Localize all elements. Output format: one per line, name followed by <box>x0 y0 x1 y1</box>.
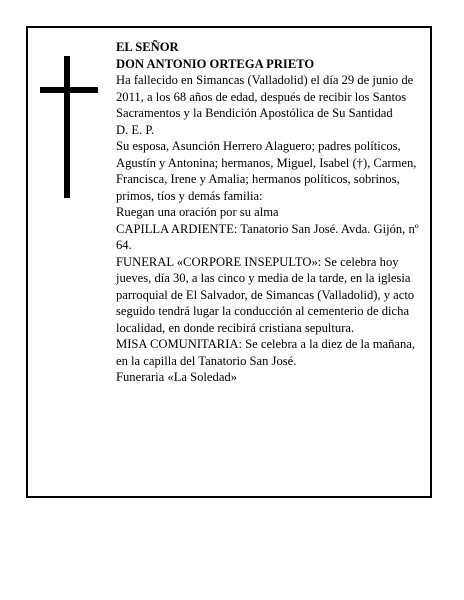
prayer-line: Ruegan una oración por su alma <box>116 205 279 219</box>
passing-paragraph: Ha fallecido en Simancas (Valladolid) el día 29 de junio de 2011, a los 68 años de edad, después de recibir los Santos Sacramentos y la Bendición Apostólica de Su Santidad <box>116 73 414 120</box>
chapel-paragraph: CAPILLA ARDIENTE: Tanatorio San José. Avda. Gijón, nº 64. <box>116 221 419 252</box>
family-paragraph: Su esposa, Asunción Herrero Alaguero; padres políticos, Agustín y Antonina; hermanos, Miguel, Isabel (†), Carmen, Francisca, Irene y Amalia; hermanos políticos, sobrinos, primos, tíos y demás familia: <box>116 139 417 203</box>
funeral-home-line: Funeraria «La Soledad» <box>116 370 237 384</box>
notice-text <box>116 39 426 386</box>
deceased-name: DON ANTONIO ORTEGA PRIETO <box>116 56 315 71</box>
mass-paragraph: MISA COMUNITARIA: Se celebra a la diez de la mañana, en la capilla del Tanatorio San José. <box>116 337 416 368</box>
notice-heading-title: EL SEÑOR <box>116 40 179 54</box>
obituary-notice <box>26 26 432 498</box>
funeral-paragraph: FUNERAL «CORPORE INSEPULTO»: Se celebra hoy jueves, día 30, a las cinco y media de la tarde, en la iglesia parroquial de El Salvador, de Simancas (Valladolid), y acto seguido tendrá lugar la conducción al cementerio de dicha localidad, en donde recibirá cristiana sepultura. <box>116 254 415 335</box>
cross-horizontal-bar <box>40 87 98 93</box>
rip-line: D. E. P. <box>116 122 155 137</box>
latin-cross-icon <box>40 56 98 198</box>
cross-vertical-bar <box>64 56 70 198</box>
